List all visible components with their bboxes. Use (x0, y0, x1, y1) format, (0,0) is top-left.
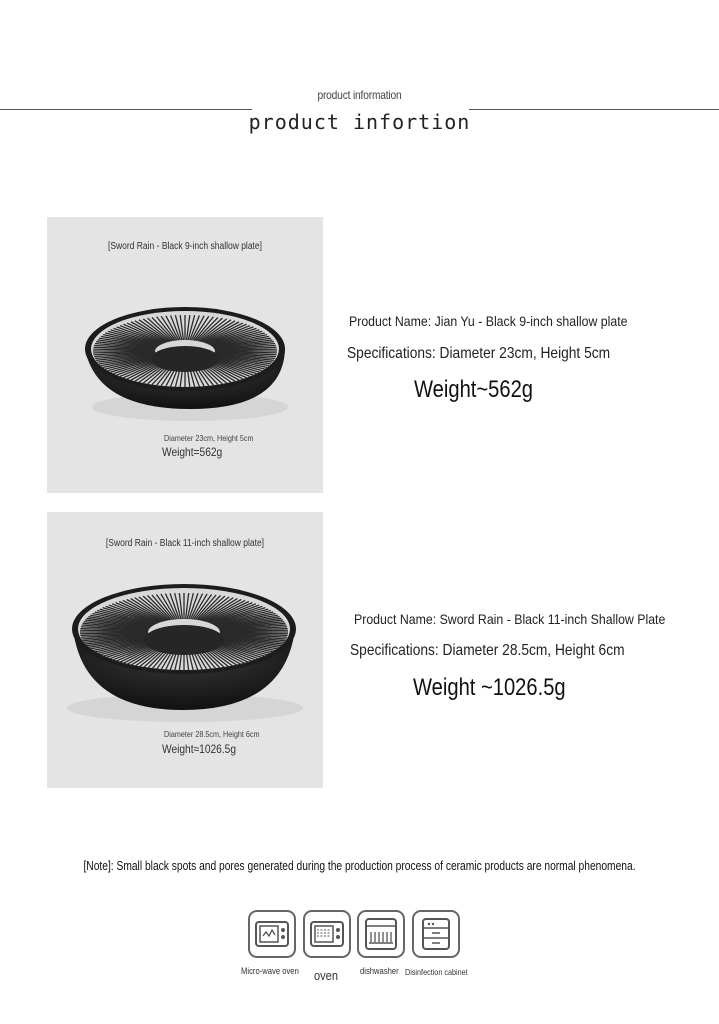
card-weight-2: Weight≈1026.5g (162, 742, 237, 756)
dishwasher-icon (357, 910, 405, 958)
microwave-label: Micro-wave oven (241, 966, 299, 976)
card-label-2: [Sword Rain - Black 11-inch shallow plate] (105, 538, 265, 549)
oven-icon (303, 910, 351, 958)
product-weight-2: Weight ~1026.5g (413, 674, 566, 701)
product-image-card-1 (47, 217, 323, 493)
product-name-2: Product Name: Sword Rain - Black 11-inch Shallow Plate (354, 611, 666, 627)
card-dimensions-2: Diameter 28.5cm, Height 6cm (164, 729, 260, 739)
header-subtitle: product information (317, 88, 402, 102)
disinfection-cabinet-label: Disinfection cabinet (405, 967, 468, 977)
product-specifications-2: Specifications: Diameter 28.5cm, Height 6cm (350, 642, 625, 659)
product-weight-1: Weight~562g (414, 376, 534, 403)
production-note: [Note]: Small black spots and pores generated during the production process of ceramic products are normal phenomena. (83, 859, 636, 873)
page-title: product infortion (248, 110, 471, 134)
product-specifications-1: Specifications: Diameter 23cm, Height 5cm (347, 345, 611, 362)
card-weight-1: Weight=562g (162, 445, 223, 459)
microwave-icon (248, 910, 296, 958)
product-image-card-2 (47, 512, 323, 788)
oven-label: oven (314, 968, 338, 983)
card-label-1: [Sword Rain - Black 9-inch shallow plate] (107, 241, 263, 252)
dishwasher-label: dishwasher (360, 966, 399, 976)
card-dimensions-1: Diameter 23cm, Height 5cm (164, 433, 254, 443)
disinfection-cabinet-icon (412, 910, 460, 958)
product-name-1: Product Name: Jian Yu - Black 9-inch shallow plate (349, 313, 628, 329)
